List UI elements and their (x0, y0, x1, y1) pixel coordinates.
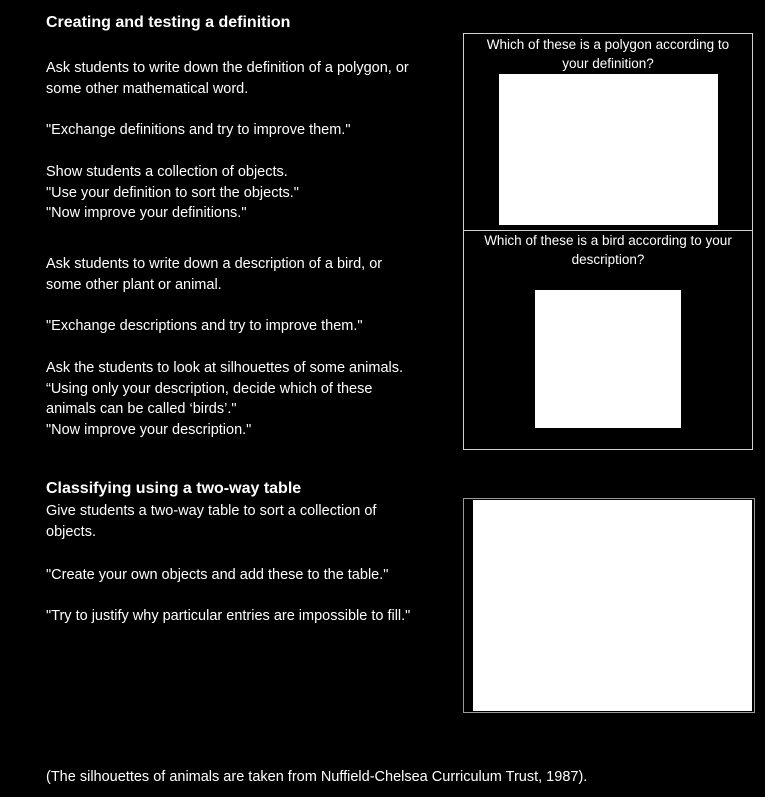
text-line: "Now improve your description." (46, 421, 252, 438)
polygon-definition-instructions (46, 58, 409, 99)
bird-question-panel (463, 230, 753, 450)
exchange-descriptions-quote: "Exchange descriptions and try to improve them." (46, 318, 363, 334)
two-way-table-panel (463, 498, 755, 713)
text-line: "Use your definition to sort the objects." (46, 184, 299, 201)
exchange-definitions-quote: "Exchange definitions and try to improve them." (46, 122, 351, 138)
text-line: Ask the students to look at silhouettes of some animals. (46, 360, 404, 376)
text-line: "Now improve your definitions." (46, 205, 247, 222)
section-heading-two-way-table: Classifying using a two-way table (46, 480, 302, 497)
polygon-question-panel (463, 33, 753, 231)
justify-entries-quote: "Try to justify why particular entries are impossible to fill." (46, 608, 411, 624)
caption-line: Which of these is a bird according to your (484, 233, 732, 248)
sort-objects-instructions (46, 162, 299, 224)
caption-line: your definition? (562, 55, 654, 71)
text-line: animals can be called ‘birds’." (46, 401, 237, 418)
caption-line: description? (571, 251, 645, 267)
text-line: Show students a collection of objects. (46, 164, 288, 180)
text-line: objects. (46, 523, 96, 540)
bird-description-instructions (46, 254, 382, 295)
animal-silhouettes-image (535, 290, 681, 428)
text-line: Give students a two-way table to sort a collection of (46, 503, 377, 519)
two-way-table-image (473, 500, 752, 711)
source-footnote: (The silhouettes of animals are taken from Nuffield-Chelsea Curriculum Trust, 1987). (46, 769, 588, 785)
text-line: Ask students to write down a description of a bird, or (46, 256, 383, 272)
section-heading-definition: Creating and testing a definition (46, 14, 291, 31)
polygon-question-caption (464, 36, 752, 73)
silhouettes-instructions (46, 358, 403, 440)
bird-question-caption (464, 232, 752, 269)
text-line: some other mathematical word. (46, 80, 249, 97)
polygon-shapes-image (499, 74, 718, 225)
text-line: some other plant or animal. (46, 276, 222, 293)
text-line: Ask students to write down the definition of a polygon, or (46, 60, 409, 76)
text-line: “Using only your description, decide which of these (46, 380, 373, 397)
create-objects-quote: "Create your own objects and add these to the table." (46, 567, 389, 583)
caption-line: Which of these is a polygon according to (486, 37, 730, 52)
two-way-table-instructions (46, 501, 376, 542)
